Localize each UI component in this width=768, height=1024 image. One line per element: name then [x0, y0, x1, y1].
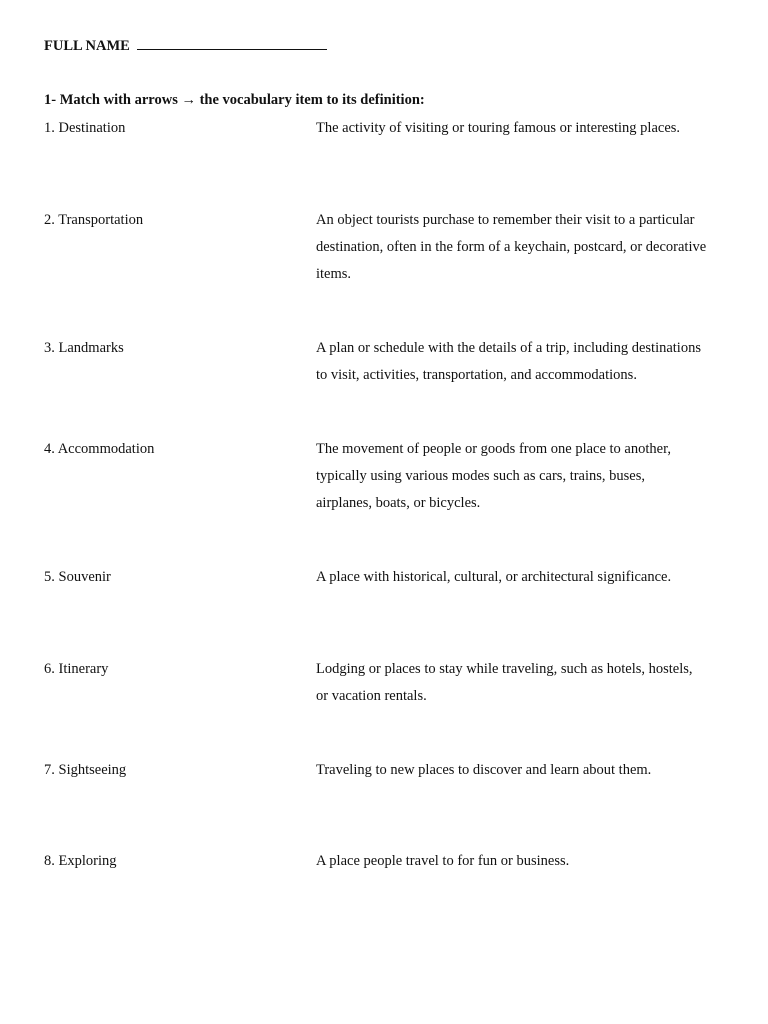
vocabulary-term: 6. Itinerary [44, 661, 109, 677]
vocabulary-term: 5. Souvenir [44, 569, 111, 585]
full-name-field [44, 35, 327, 55]
definition-text: A place people travel to for fun or business. [316, 853, 570, 869]
definition-text: An object tourists purchase to remember their visit to a particular destination, often in the form of a keychain, postcard, or decorative items. [316, 212, 707, 282]
vocabulary-term: 7. Sightseeing [44, 762, 127, 778]
vocabulary-term: 4. Accommodation [44, 441, 155, 457]
full-name-label: FULL NAME [44, 38, 130, 54]
definition-text: The movement of people or goods from one place to another, typically using various modes such as cars, trains, buses, airplanes, boats, or bicycles. [316, 441, 671, 511]
exercise-instruction: 1- Match with arrows → the vocabulary item to its definition: [44, 92, 425, 108]
full-name-blank-line[interactable] [137, 35, 327, 50]
vocabulary-term: 8. Exploring [44, 853, 117, 869]
definition-text: Traveling to new places to discover and learn about them. [316, 762, 652, 778]
vocabulary-term: 2. Transportation [44, 212, 144, 228]
vocabulary-term: 3. Landmarks [44, 340, 124, 356]
definition-text: A place with historical, cultural, or architectural significance. [316, 569, 672, 585]
definition-text: A plan or schedule with the details of a trip, including destinations to visit, activities, transportation, and accommodations. [316, 340, 701, 383]
definition-text: The activity of visiting or touring famous or interesting places. [316, 120, 681, 136]
definition-text: Lodging or places to stay while traveling, such as hotels, hostels, or vacation rentals. [316, 661, 693, 704]
vocabulary-term: 1. Destination [44, 120, 126, 136]
